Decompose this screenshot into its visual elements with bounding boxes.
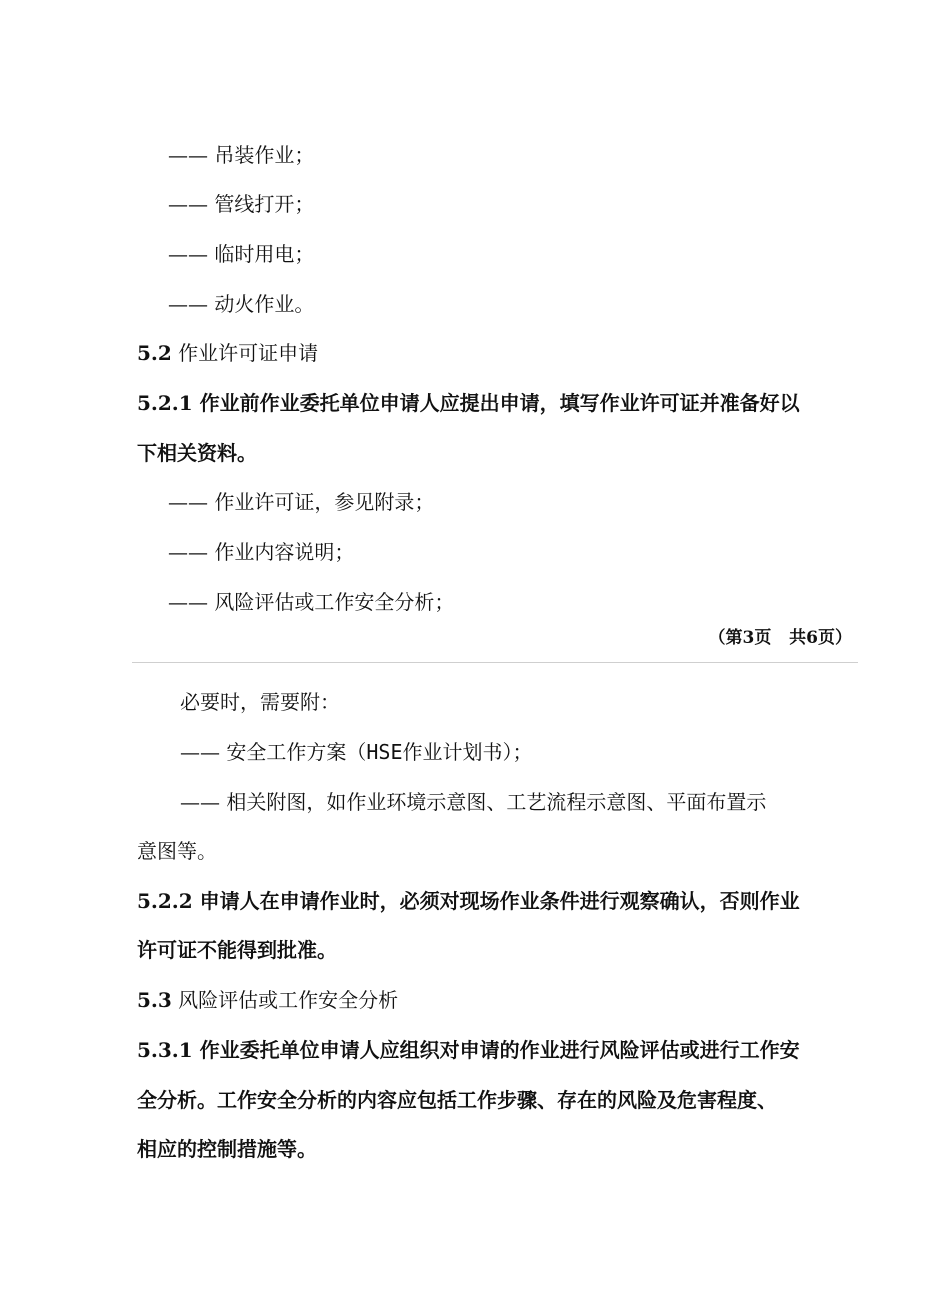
abbreviation: HSE: [366, 740, 403, 764]
list-item: —— 作业内容说明；: [168, 540, 355, 564]
list-item: —— 吊装作业；: [168, 143, 315, 167]
section-number: 5.3: [137, 988, 172, 1012]
clause-number: 5.2.1: [137, 391, 193, 415]
clause-number: 5.3.1: [137, 1038, 193, 1062]
paragraph-line: [137, 1036, 800, 1064]
paragraph-line: 全分析。工作安全分析的内容应包括工作步骤、存在的风险及危害程度、: [137, 1088, 777, 1112]
footer-text: 共: [789, 628, 807, 648]
list-item-text: —— 安全工作方案（: [180, 740, 367, 764]
section-heading: [137, 339, 318, 367]
page-divider: [132, 662, 858, 663]
footer-text: （第: [708, 628, 743, 648]
footer-text: 页: [754, 628, 772, 648]
list-item: —— 动火作业。: [168, 292, 315, 316]
page-footer: [709, 626, 852, 650]
list-item: —— 管线打开；: [168, 192, 315, 216]
total-pages: 6: [806, 628, 818, 648]
paragraph-line: 下相关资料。: [137, 441, 257, 465]
paragraph-line: [137, 887, 800, 915]
footer-text: 页）: [818, 628, 852, 648]
section-number: 5.2: [137, 341, 172, 365]
paragraph-text: 作业前作业委托单位申请人应提出申请，填写作业许可证并准备好以: [199, 391, 800, 415]
list-item-continuation: 意图等。: [137, 839, 217, 863]
paragraph-line: 许可证不能得到批准。: [137, 938, 337, 962]
section-title: 作业许可证申请: [178, 341, 319, 365]
paragraph-line: 相应的控制措施等。: [137, 1137, 317, 1161]
list-item: —— 作业许可证，参见附录；: [168, 490, 435, 514]
clause-number: 5.2.2: [137, 889, 193, 913]
section-title: 风险评估或工作安全分析: [178, 988, 399, 1012]
list-item: —— 相关附图，如作业环境示意图、工艺流程示意图、平面布置示: [180, 790, 767, 814]
page-number: 3: [742, 628, 755, 648]
paragraph-text: 申请人在申请作业时，必须对现场作业条件进行观察确认，否则作业: [199, 889, 800, 913]
paragraph-text: 作业委托单位申请人应组织对申请的作业进行风险评估或进行工作安: [199, 1038, 800, 1062]
list-item: —— 风险评估或工作安全分析；: [168, 590, 455, 614]
paragraph-line: 必要时，需要附：: [180, 690, 340, 714]
list-item: [180, 738, 532, 766]
list-item: —— 临时用电；: [168, 242, 315, 266]
section-heading: [137, 986, 398, 1014]
list-item-text: 作业计划书）；: [402, 740, 533, 764]
paragraph-line: [137, 389, 800, 417]
